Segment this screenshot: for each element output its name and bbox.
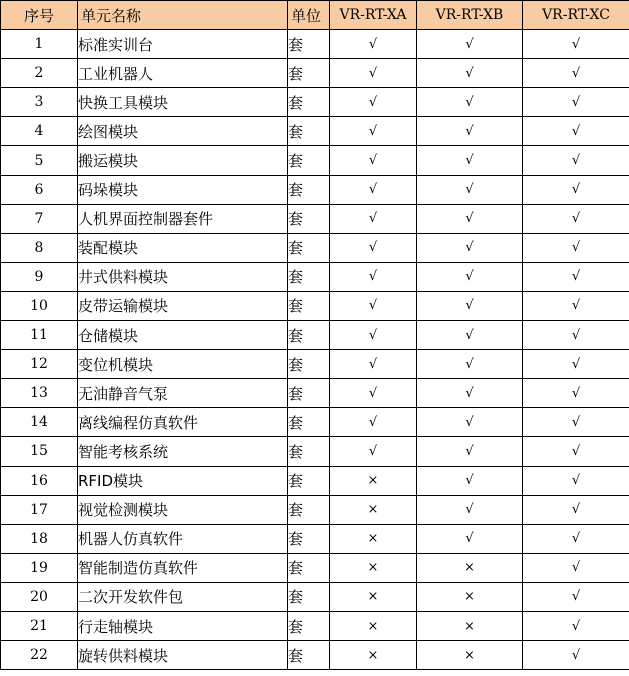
mark-xa: √ xyxy=(330,408,417,437)
mark-xc: √ xyxy=(523,379,629,408)
mark-xc: √ xyxy=(523,291,629,320)
mark-xc: √ xyxy=(523,204,629,233)
mark-xa: √ xyxy=(330,350,417,379)
mark-xa: × xyxy=(330,495,417,524)
table-body xyxy=(1,30,629,670)
unit-name: 变位机模块 xyxy=(78,350,288,379)
unit-measure: 套 xyxy=(288,408,330,437)
row-number: 13 xyxy=(1,379,78,408)
mark-xb: √ xyxy=(417,30,523,59)
mark-xa: √ xyxy=(330,117,417,146)
mark-xb: × xyxy=(417,611,523,640)
header-number: 序号 xyxy=(1,1,78,30)
header-model-xa: VR-RT-XA xyxy=(330,1,417,30)
row-number: 9 xyxy=(1,262,78,291)
mark-xc: √ xyxy=(523,30,629,59)
mark-xa: √ xyxy=(330,59,417,88)
mark-xc: √ xyxy=(523,146,629,175)
unit-measure: 套 xyxy=(288,204,330,233)
unit-measure: 套 xyxy=(288,233,330,262)
mark-xa: × xyxy=(330,466,417,495)
unit-name: 搬运模块 xyxy=(78,146,288,175)
mark-xb: × xyxy=(417,641,523,670)
mark-xa: √ xyxy=(330,30,417,59)
unit-name: 绘图模块 xyxy=(78,117,288,146)
row-number: 14 xyxy=(1,408,78,437)
mark-xc: √ xyxy=(523,233,629,262)
unit-measure: 套 xyxy=(288,495,330,524)
mark-xc: √ xyxy=(523,466,629,495)
mark-xc: √ xyxy=(523,88,629,117)
row-number: 8 xyxy=(1,233,78,262)
mark-xc: √ xyxy=(523,582,629,611)
header-unit: 单位 xyxy=(288,1,330,30)
mark-xa: √ xyxy=(330,379,417,408)
mark-xa: √ xyxy=(330,321,417,350)
mark-xb: × xyxy=(417,582,523,611)
mark-xc: √ xyxy=(523,495,629,524)
mark-xc: √ xyxy=(523,408,629,437)
mark-xc: √ xyxy=(523,553,629,582)
mark-xb: √ xyxy=(417,350,523,379)
row-number: 10 xyxy=(1,291,78,320)
mark-xc: √ xyxy=(523,59,629,88)
mark-xb: √ xyxy=(417,524,523,553)
table-row xyxy=(1,30,629,59)
unit-name: 井式供料模块 xyxy=(78,262,288,291)
row-number: 20 xyxy=(1,582,78,611)
mark-xc: √ xyxy=(523,641,629,670)
row-number: 19 xyxy=(1,553,78,582)
unit-measure: 套 xyxy=(288,321,330,350)
mark-xa: × xyxy=(330,641,417,670)
mark-xa: √ xyxy=(330,175,417,204)
table-row xyxy=(1,466,629,495)
table-row xyxy=(1,437,629,466)
mark-xb: √ xyxy=(417,437,523,466)
table-row xyxy=(1,408,629,437)
table-row xyxy=(1,175,629,204)
mark-xc: √ xyxy=(523,611,629,640)
mark-xb: √ xyxy=(417,291,523,320)
unit-measure: 套 xyxy=(288,611,330,640)
mark-xb: √ xyxy=(417,59,523,88)
mark-xa: × xyxy=(330,611,417,640)
mark-xb: √ xyxy=(417,495,523,524)
unit-name: 工业机器人 xyxy=(78,59,288,88)
unit-name: 人机界面控制器套件 xyxy=(78,204,288,233)
row-number: 5 xyxy=(1,146,78,175)
mark-xa: × xyxy=(330,553,417,582)
unit-name: 码垛模块 xyxy=(78,175,288,204)
table-row xyxy=(1,117,629,146)
table-row xyxy=(1,611,629,640)
mark-xb: √ xyxy=(417,466,523,495)
table-row xyxy=(1,59,629,88)
unit-measure: 套 xyxy=(288,379,330,408)
mark-xb: √ xyxy=(417,262,523,291)
unit-name: 二次开发软件包 xyxy=(78,582,288,611)
row-number: 4 xyxy=(1,117,78,146)
row-number: 12 xyxy=(1,350,78,379)
row-number: 17 xyxy=(1,495,78,524)
unit-measure: 套 xyxy=(288,146,330,175)
table-row xyxy=(1,495,629,524)
row-number: 3 xyxy=(1,88,78,117)
row-number: 11 xyxy=(1,321,78,350)
mark-xa: √ xyxy=(330,262,417,291)
unit-measure: 套 xyxy=(288,30,330,59)
unit-name: 离线编程仿真软件 xyxy=(78,408,288,437)
table-row xyxy=(1,350,629,379)
mark-xc: √ xyxy=(523,437,629,466)
unit-name: 仓储模块 xyxy=(78,321,288,350)
table-row xyxy=(1,204,629,233)
unit-name: 装配模块 xyxy=(78,233,288,262)
table-row xyxy=(1,262,629,291)
mark-xa: √ xyxy=(330,204,417,233)
table-row xyxy=(1,321,629,350)
unit-measure: 套 xyxy=(288,350,330,379)
mark-xb: √ xyxy=(417,146,523,175)
unit-name: 标准实训台 xyxy=(78,30,288,59)
mark-xb: √ xyxy=(417,408,523,437)
table-row xyxy=(1,582,629,611)
mark-xc: √ xyxy=(523,350,629,379)
header-unit-name: 单元名称 xyxy=(78,1,288,30)
unit-measure: 套 xyxy=(288,175,330,204)
mark-xc: √ xyxy=(523,524,629,553)
unit-name: 智能制造仿真软件 xyxy=(78,553,288,582)
unit-name: RFID模块 xyxy=(78,466,288,495)
header-model-xb: VR-RT-XB xyxy=(417,1,523,30)
unit-name: 皮带运输模块 xyxy=(78,291,288,320)
unit-measure: 套 xyxy=(288,641,330,670)
row-number: 18 xyxy=(1,524,78,553)
unit-measure: 套 xyxy=(288,466,330,495)
table-row xyxy=(1,88,629,117)
row-number: 2 xyxy=(1,59,78,88)
row-number: 16 xyxy=(1,466,78,495)
mark-xa: √ xyxy=(330,233,417,262)
mark-xa: √ xyxy=(330,437,417,466)
mark-xb: √ xyxy=(417,88,523,117)
row-number: 6 xyxy=(1,175,78,204)
mark-xb: √ xyxy=(417,117,523,146)
mark-xc: √ xyxy=(523,175,629,204)
row-number: 1 xyxy=(1,30,78,59)
table-row xyxy=(1,291,629,320)
unit-measure: 套 xyxy=(288,88,330,117)
unit-measure: 套 xyxy=(288,524,330,553)
mark-xb: √ xyxy=(417,379,523,408)
mark-xb: √ xyxy=(417,175,523,204)
unit-measure: 套 xyxy=(288,117,330,146)
mark-xa: × xyxy=(330,582,417,611)
unit-measure: 套 xyxy=(288,582,330,611)
unit-name: 旋转供料模块 xyxy=(78,641,288,670)
row-number: 22 xyxy=(1,641,78,670)
unit-name: 智能考核系统 xyxy=(78,437,288,466)
unit-name: 无油静音气泵 xyxy=(78,379,288,408)
unit-name: 视觉检测模块 xyxy=(78,495,288,524)
header-row xyxy=(1,1,629,30)
unit-name: 行走轴模块 xyxy=(78,611,288,640)
mark-xb: × xyxy=(417,553,523,582)
table-row xyxy=(1,524,629,553)
unit-measure: 套 xyxy=(288,437,330,466)
table-row xyxy=(1,641,629,670)
unit-measure: 套 xyxy=(288,291,330,320)
mark-xb: √ xyxy=(417,204,523,233)
row-number: 15 xyxy=(1,437,78,466)
mark-xa: √ xyxy=(330,291,417,320)
unit-measure: 套 xyxy=(288,59,330,88)
table-row xyxy=(1,553,629,582)
unit-name: 机器人仿真软件 xyxy=(78,524,288,553)
unit-measure: 套 xyxy=(288,553,330,582)
row-number: 7 xyxy=(1,204,78,233)
mark-xb: √ xyxy=(417,321,523,350)
mark-xc: √ xyxy=(523,117,629,146)
unit-measure: 套 xyxy=(288,262,330,291)
mark-xc: √ xyxy=(523,262,629,291)
mark-xb: √ xyxy=(417,233,523,262)
table-row xyxy=(1,379,629,408)
mark-xc: √ xyxy=(523,321,629,350)
row-number: 21 xyxy=(1,611,78,640)
header-model-xc: VR-RT-XC xyxy=(523,1,629,30)
mark-xa: √ xyxy=(330,146,417,175)
mark-xa: × xyxy=(330,524,417,553)
table-row xyxy=(1,146,629,175)
mark-xa: √ xyxy=(330,88,417,117)
table-row xyxy=(1,233,629,262)
unit-name: 快换工具模块 xyxy=(78,88,288,117)
